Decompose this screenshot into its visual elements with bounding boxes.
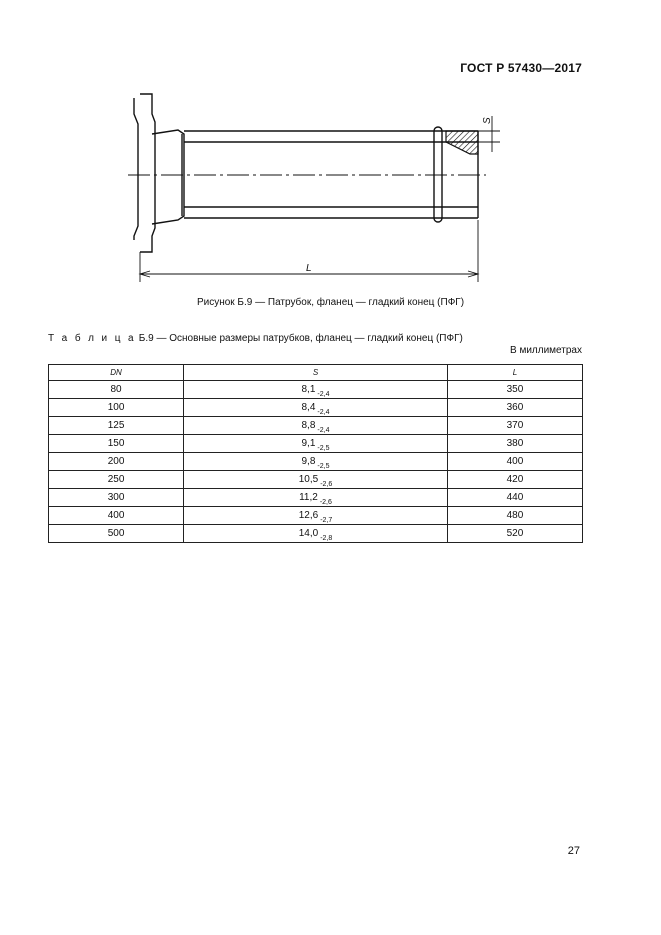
cell-dn: 125: [49, 417, 184, 435]
s-tolerance: -2,7: [320, 517, 333, 524]
cell-s: [184, 453, 448, 471]
pipe-drawing: [120, 90, 500, 290]
document-code: ГОСТ Р 57430—2017: [460, 61, 582, 75]
table-row: [49, 489, 583, 507]
cell-s: [184, 471, 448, 489]
table-row: [49, 381, 583, 399]
cell-l: 440: [447, 489, 582, 507]
table-title-prefix: Т а б л и ц а: [48, 333, 136, 344]
dimensions-table: [48, 364, 583, 543]
s-value: 9,1: [301, 438, 316, 449]
cell-dn: 100: [49, 399, 184, 417]
cell-l: 400: [447, 453, 582, 471]
dimension-label-l: L: [306, 263, 312, 274]
cell-s: [184, 381, 448, 399]
cell-dn: 80: [49, 381, 184, 399]
cell-l: 370: [447, 417, 582, 435]
cell-l: 360: [447, 399, 582, 417]
cell-s: [184, 507, 448, 525]
page-number: 27: [567, 845, 580, 857]
s-tolerance: -2,4: [317, 427, 330, 434]
cell-l: 350: [447, 381, 582, 399]
cell-l: 380: [447, 435, 582, 453]
s-value: 9,8: [301, 456, 316, 467]
s-value: 8,1: [301, 384, 316, 395]
s-tolerance: -2,5: [317, 463, 330, 470]
flange-neck: [152, 130, 184, 224]
s-value: 11,2: [299, 492, 318, 503]
table-header-row: [49, 365, 583, 381]
table-row: [49, 399, 583, 417]
table-row: [49, 435, 583, 453]
table-row: [49, 471, 583, 489]
cell-dn: 150: [49, 435, 184, 453]
table-title-text: Б.9 — Основные размеры патрубков, фланец — гладкий конец (ПФГ): [138, 333, 463, 344]
s-tolerance: -2,5: [317, 445, 330, 452]
s-value: 12,6: [298, 510, 319, 521]
table-row: [49, 507, 583, 525]
column-header-l: L: [447, 365, 582, 381]
cell-l: 520: [447, 525, 582, 543]
cell-s: [184, 399, 448, 417]
cell-dn: 400: [49, 507, 184, 525]
wall-section-hatch: [446, 131, 478, 154]
cell-l: 420: [447, 471, 582, 489]
s-tolerance: -2,8: [320, 535, 333, 542]
table-title: [48, 333, 463, 344]
cell-s: [184, 435, 448, 453]
cell-s: [184, 525, 448, 543]
dimension-label-s: S: [482, 117, 493, 124]
s-tolerance: -2,4: [317, 391, 330, 398]
table-row: [49, 417, 583, 435]
figure-caption: Рисунок Б.9 — Патрубок, фланец — гладкий конец (ПФГ): [196, 297, 465, 308]
s-value: 8,8: [301, 420, 316, 431]
cell-dn: 200: [49, 453, 184, 471]
s-value: 14,0: [298, 528, 319, 539]
table-row: [49, 525, 583, 543]
table-row: [49, 453, 583, 471]
cell-dn: 300: [49, 489, 184, 507]
s-tolerance: -2,6: [320, 481, 333, 488]
column-header-dn: DN: [49, 365, 184, 381]
column-header-s: S: [184, 365, 448, 381]
flange-outline: [134, 94, 155, 252]
s-tolerance: -2,4: [317, 409, 330, 416]
cell-s: [184, 417, 448, 435]
cell-dn: 250: [49, 471, 184, 489]
cell-s: [184, 489, 448, 507]
s-value: 10,5: [298, 474, 319, 485]
s-value: 8,4: [301, 402, 316, 413]
cell-dn: 500: [49, 525, 184, 543]
cell-l: 480: [447, 507, 582, 525]
units-note: В миллиметрах: [510, 345, 582, 356]
s-tolerance: -2,6: [319, 499, 332, 506]
